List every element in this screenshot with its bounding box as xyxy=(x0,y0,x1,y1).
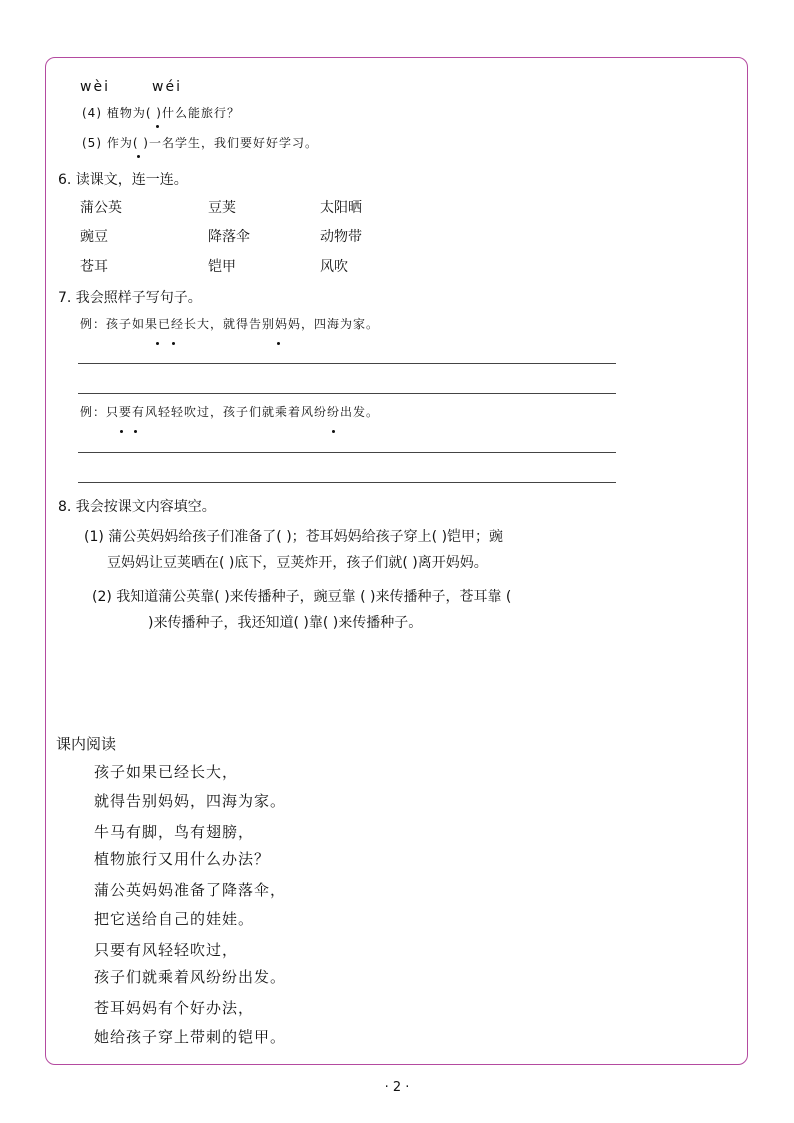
reading-title: 课内阅读 xyxy=(56,735,117,753)
reading-line: 就得告别妈妈，四海为家。 xyxy=(94,792,287,810)
reading-line: 植物旅行又用什么办法？ xyxy=(94,850,271,868)
q6-col2-item: 豆荚 xyxy=(208,200,236,216)
q7-example-1: 例：孩子如果已经长大，就得告别妈妈，四海为家。 xyxy=(80,317,380,331)
reading-line: 孩子们就乘着风纷纷出发。 xyxy=(94,968,287,986)
emphasis-dot xyxy=(172,342,175,345)
reading-line: 把它送给自己的娃娃。 xyxy=(94,910,255,928)
pinyin-wei4: wèi xyxy=(80,79,110,95)
q6-col1-item: 苍耳 xyxy=(80,259,108,275)
answer-line[interactable] xyxy=(78,363,616,364)
q6-col2-item: 降落伞 xyxy=(208,229,250,245)
q8-part1-line2: 豆妈妈让豆荚晒在( )底下，豆荚炸开，孩子们就( )离开妈妈。 xyxy=(107,555,488,571)
q8-part2-line1: (2) 我知道蒲公英靠( )来传播种子，豌豆靠 ( )来传播种子，苍耳靠 ( xyxy=(92,589,512,605)
reading-line: 蒲公英妈妈准备了降落伞， xyxy=(94,881,287,899)
q6-col3-item: 太阳晒 xyxy=(320,200,362,216)
reading-line: 孩子如果已经长大， xyxy=(94,763,239,781)
emphasis-dot xyxy=(137,155,140,158)
emphasis-dot xyxy=(332,430,335,433)
emphasis-dot xyxy=(120,430,123,433)
emphasis-dot xyxy=(156,342,159,345)
emphasis-dot xyxy=(156,125,159,128)
reading-line: 牛马有脚，鸟有翅膀， xyxy=(94,823,255,841)
q6-col1-item: 豌豆 xyxy=(80,229,108,245)
q5-item-4: (4) 植物为( )什么能旅行？ xyxy=(82,106,240,120)
emphasis-dot xyxy=(277,342,280,345)
emphasis-dot xyxy=(134,430,137,433)
q6-title: 6. 读课文，连一连。 xyxy=(58,172,188,188)
q8-title: 8. 我会按课文内容填空。 xyxy=(58,499,216,515)
q6-col2-item: 铠甲 xyxy=(208,259,236,275)
reading-line: 她给孩子穿上带刺的铠甲。 xyxy=(94,1028,287,1046)
answer-line[interactable] xyxy=(78,393,616,394)
q6-col3-item: 风吹 xyxy=(320,259,348,275)
reading-line: 只要有风轻轻吹过， xyxy=(94,941,239,959)
pinyin-wei2: wéi xyxy=(152,79,182,95)
q7-title: 7. 我会照样子写句子。 xyxy=(58,290,202,306)
q6-col1-item: 蒲公英 xyxy=(80,200,122,216)
q6-col3-item: 动物带 xyxy=(320,229,362,245)
q8-part2-line2: )来传播种子，我还知道( )靠( )来传播种子。 xyxy=(148,615,423,631)
q8-part1-line1: (1) 蒲公英妈妈给孩子们准备了( )；苍耳妈妈给孩子穿上( )铠甲；豌 xyxy=(84,529,504,545)
answer-line[interactable] xyxy=(78,482,616,483)
q7-example-2: 例：只要有风轻轻吹过，孩子们就乘着风纷纷出发。 xyxy=(80,405,380,419)
q5-item-5: (5) 作为( )一名学生，我们要好好学习。 xyxy=(82,136,318,150)
page-number: · 2 · xyxy=(384,1080,410,1095)
reading-line: 苍耳妈妈有个好办法， xyxy=(94,999,255,1017)
answer-line[interactable] xyxy=(78,452,616,453)
